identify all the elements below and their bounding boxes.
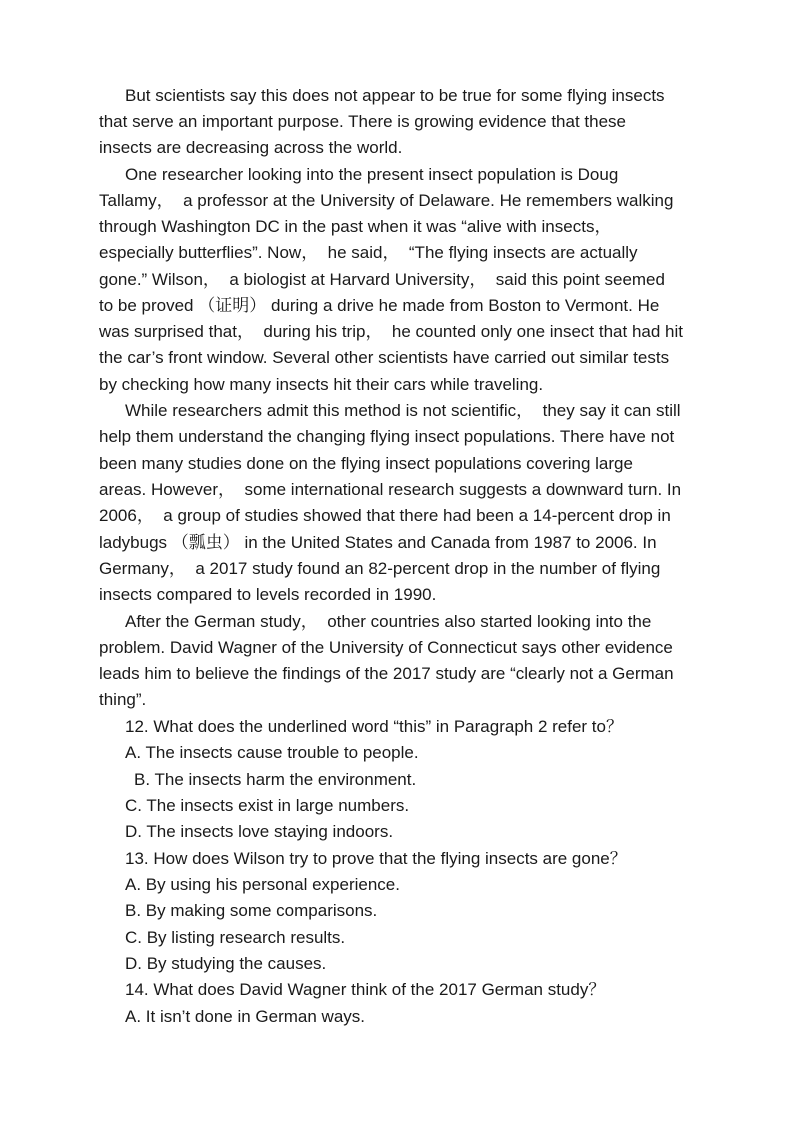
question-13-option-a: A. By using his personal experience. xyxy=(125,875,400,894)
paragraph-1-line-1: But scientists say this does not appear to be true for some flying insects xyxy=(125,86,665,105)
paragraph-2-line-2: Tallamy， a professor at the University of Delaware. He remembers walking xyxy=(99,191,674,210)
paragraph-4-line-1: After the German study， other countries also started looking into the xyxy=(125,612,652,631)
paragraph-1-line-2: that serve an important purpose. There is growing evidence that these xyxy=(99,112,626,131)
paragraph-2-line-1: One researcher looking into the present insect population is Doug xyxy=(125,165,619,184)
question-12-stem: 12. What does the underlined word “this” in Paragraph 2 refer to？ xyxy=(125,717,623,736)
paragraph-3-line-8: insects compared to levels recorded in 1990. xyxy=(99,585,437,604)
paragraph-1-line-3: insects are decreasing across the world. xyxy=(99,138,403,157)
question-13-option-c: C. By listing research results. xyxy=(125,928,346,947)
question-12-option-a: A. The insects cause trouble to people. xyxy=(125,743,419,762)
question-12-option-c: C. The insects exist in large numbers. xyxy=(125,796,410,815)
paragraph-2-line-5: gone.” Wilson， a biologist at Harvard University， said this point seemed xyxy=(99,270,665,289)
paragraph-3-line-1: While researchers admit this method is not scientific， they say it can still xyxy=(125,401,681,420)
question-14-option-a: A. It isn’t done in German ways. xyxy=(125,1007,365,1026)
paragraph-2-line-6: to be proved （证明） during a drive he made from Boston to Vermont. He xyxy=(99,296,660,315)
paragraph-2-line-8: the car’s front window. Several other scientists have carried out similar tests xyxy=(99,348,670,367)
paragraph-2-line-4: especially butterflies”. Now， he said， “The flying insects are actually xyxy=(99,243,638,262)
question-13-option-b: B. By making some comparisons. xyxy=(125,901,378,920)
paragraph-4-line-2: problem. David Wagner of the University of Connecticut says other evidence xyxy=(99,638,673,657)
paragraph-3-line-3: been many studies done on the flying insect populations covering large xyxy=(99,454,633,473)
question-13-option-d: D. By studying the causes. xyxy=(125,954,327,973)
paragraph-3-line-2: help them understand the changing flying insect populations. There have not xyxy=(99,427,675,446)
paragraph-4-line-4: thing”. xyxy=(99,690,147,709)
paragraph-3-line-5: 2006， a group of studies showed that there had been a 14-percent drop in xyxy=(99,506,671,525)
question-13-stem: 13. How does Wilson try to prove that the flying insects are gone？ xyxy=(125,849,627,868)
question-12-option-b: B. The insects harm the environment. xyxy=(134,770,417,789)
paragraph-3-line-6: ladybugs （瓢虫） in the United States and Canada from 1987 to 2006. In xyxy=(99,533,657,552)
paragraph-2-line-9: by checking how many insects hit their cars while traveling. xyxy=(99,375,544,394)
question-12-option-d: D. The insects love staying indoors. xyxy=(125,822,394,841)
question-14-stem: 14. What does David Wagner think of the 2017 German study？ xyxy=(125,980,606,999)
paragraph-2-line-7: was surprised that， during his trip， he counted only one insect that had hit xyxy=(99,322,683,341)
paragraph-2-line-3: through Washington DC in the past when it was “alive with insects， xyxy=(99,217,612,236)
paragraph-3-line-7: Germany， a 2017 study found an 82-percent drop in the number of flying xyxy=(99,559,661,578)
paragraph-3-line-4: areas. However， some international research suggests a downward turn. In xyxy=(99,480,682,499)
paragraph-4-line-3: leads him to believe the findings of the 2017 study are “clearly not a German xyxy=(99,664,674,683)
